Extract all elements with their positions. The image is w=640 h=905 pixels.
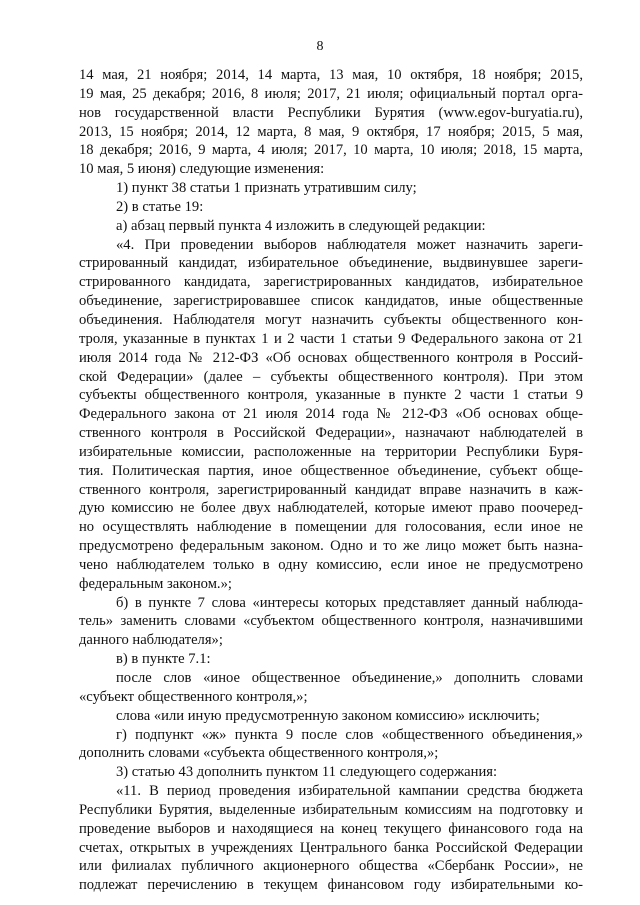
text-line: г) подпункт «ж» пункта 9 после слов «общественного объединения,»: [116, 726, 583, 743]
text-line: предусмотрено федеральным законом. Одно и то же лицо может быть назна-: [79, 538, 583, 555]
text-line: 14 мая, 21 ноября; 2014, 14 марта, 13 мая, 10 октября, 18 ноября; 2015,: [79, 67, 583, 83]
text-line: в) в пункте 7.1:: [116, 651, 211, 668]
text-line: б) в пункте 7 слова «интересы которых представляет данный наблюда-: [116, 594, 583, 611]
text-line: Республики Бурятия, выделенные избирательным комиссиям на подготовку и: [79, 801, 583, 818]
text-line: слова «или иную предусмотренную законом комиссию» исключить;: [116, 707, 540, 724]
text-line: федеральным законом.»;: [79, 575, 232, 592]
text-line: 3) статью 43 дополнить пунктом 11 следующего содержания:: [116, 764, 498, 781]
text-line: а) абзац первый пункта 4 изложить в следующей редакции:: [116, 217, 486, 234]
text-line: счетах, открытых в учреждениях Центрального банка Российской Федерации: [79, 839, 583, 856]
text-line: подлежат перечислению в текущем финансовом году избирательными ко-: [79, 877, 583, 894]
text-line: тель» заменить словами «субъектом общественного контроля, назначившими: [79, 613, 583, 630]
text-line: стрированного кандидата, зарегистрированных кандидатов, избирательное: [79, 274, 583, 291]
text-line: «субъект общественного контроля,»;: [79, 688, 308, 705]
text-line: «4. При проведении выборов наблюдателя может назначить зареги-: [116, 236, 583, 253]
text-line: 2) в статье 19:: [116, 198, 204, 215]
text-line: тия. Политическая партия, иное общественное объединение, субъект обще-: [79, 462, 583, 479]
text-line: июля 2014 года № 212-ФЗ «Об основах общественного контроля в Россий-: [79, 349, 583, 366]
text-line: ской Федерации» (далее – субъекты общественного контроля). При этом: [79, 368, 583, 385]
text-line: субъекты общественного контроля, указанные в пункте 2 части 1 статьи 9: [79, 387, 583, 404]
text-line: «11. В период проведения избирательной кампании средства бюджета: [116, 783, 583, 800]
text-line: после слов «иное общественное объединение,» дополнить словами: [116, 670, 583, 686]
text-line: избирательные комиссии, расположенные на территории Республики Буря-: [79, 443, 583, 460]
text-line: дополнить словами «субъекта общественного контроля,»;: [79, 745, 439, 762]
text-line: ственного контроля в Российской Федерации», назначают наблюдателей в: [79, 425, 583, 442]
page-number: 8: [316, 39, 324, 54]
text-line: данного наблюдателя»;: [79, 632, 223, 649]
text-line: 18 декабря; 2016, 9 марта, 4 июля; 2017, 10 марта, 10 июля; 2018, 15 марта,: [79, 142, 583, 159]
text-line: троля, указанные в пунктах 1 и 2 части 1 статьи 9 Федерального закона от 21: [79, 330, 583, 347]
text-line: объединения. Наблюдателя могут назначить субъекты общественного кон-: [79, 311, 583, 328]
text-line: стрированный кандидат, избирательное объединение, выдвинувшее зареги-: [79, 255, 583, 272]
text-line: проведение выборов и находящиеся на конец текущего финансового года на: [79, 820, 583, 837]
text-line: 10 мая, 5 июня) следующие изменения:: [79, 161, 325, 178]
text-line: дую комиссию не более двух наблюдателей, которые имеют право поочеред-: [79, 500, 583, 517]
text-line: 1) пункт 38 статьи 1 признать утратившим силу;: [116, 180, 417, 197]
text-line: чено наблюдателем только в одну комиссию, если иное не предусмотрено: [79, 556, 583, 573]
text-line: ственного контроля, зарегистрированный кандидат вправе назначить в каж-: [79, 481, 583, 498]
text-line: 2013, 15 ноября; 2014, 12 марта, 8 мая, 9 октября, 17 ноября; 2015, 5 мая,: [79, 123, 583, 140]
document-body: [79, 66, 583, 895]
text-line: но осуществлять наблюдение в помещении для голосования, если иное не: [79, 519, 583, 536]
text-line: Федерального закона от 21 июля 2014 года № 212-ФЗ «Об основах обще-: [79, 406, 583, 423]
text-line: 19 мая, 25 декабря; 2016, 8 июля; 2017, 21 июля; официальный портал орга-: [79, 85, 583, 102]
text-line: или филиалах публичного акционерного общества «Сбербанк России», не: [79, 858, 583, 875]
text-line: нов государственной власти Республики Бурятия (www.egov-buryatia.ru),: [79, 104, 583, 121]
text-line: объединение, зарегистрировавшее список кандидатов, иные общественные: [79, 293, 583, 310]
